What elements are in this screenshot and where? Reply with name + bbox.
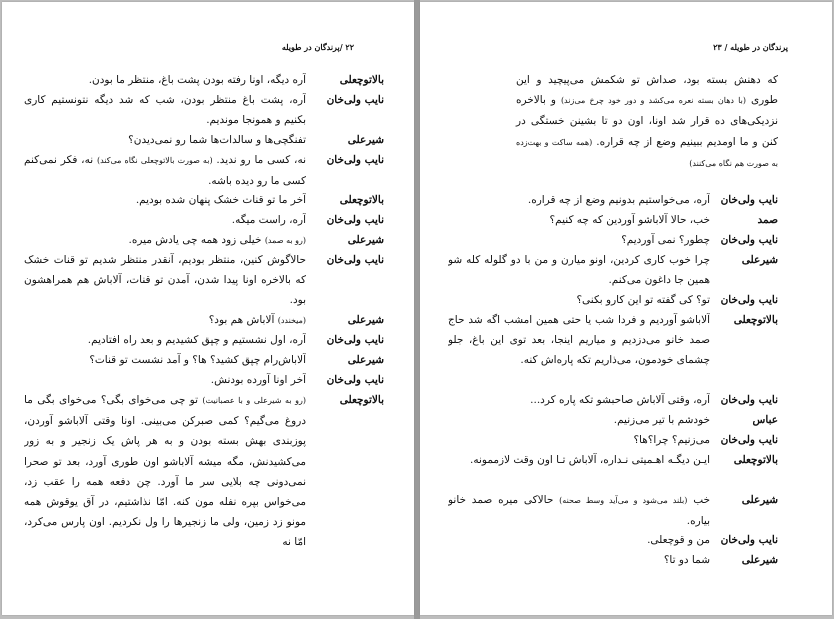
speaker-name: شیرعلی	[741, 554, 778, 566]
dialogue-line	[24, 190, 384, 210]
dialogue-line	[448, 410, 778, 430]
speech-text	[24, 230, 306, 251]
page-header: ۲۲ /پرندگان در طویله	[281, 42, 354, 52]
speaker-name: نایب ولی‌خان	[326, 94, 384, 106]
dialogue-line	[24, 130, 384, 150]
speech-text: شما دو تا؟	[663, 554, 710, 566]
speaker-name: شیرعلی	[347, 314, 384, 326]
speech-text: چطور؟ نمی آوردیم؟	[621, 234, 710, 246]
speaker-name: نایب ولی‌خان	[720, 434, 778, 446]
dialogue-line	[24, 250, 384, 311]
speaker-name: عباس	[752, 414, 778, 426]
speaker-name: بالاتوچعلی	[339, 194, 384, 206]
speaker-name: نایب ولی‌خان	[326, 374, 384, 386]
dialogue-line	[24, 390, 384, 570]
speech-text: آلاباشو آوردیم و فردا شب یا حتی همین امشب اگه شد حاج صمد خانو می‌دزدیم و میاریم اینجا، بعد توی این باغ، جلو چشمای خودمون، می‌ذاریم تکه پاره‌اش کنه.	[448, 314, 710, 367]
speaker-name: بالاتوچعلی	[733, 314, 778, 326]
speech-part: نه، کسی ما رو ندید.	[216, 154, 306, 166]
speech-part: تو چی می‌خوای بگی؟ می‌خوای بگی ما دروغ می‌گیم؟ کمی صبرکن می‌بینی. اونا وقتی آلاباشو آوردن، پوزبندی بهش بسته بودن و به هر پاش یک زنجیر و به زور می‌کشیدنش، مگه میشه آلاباشو اون طوری آورد، بعد تو صحرا نمی‌دونی چه بلایی سر ما آورد. چن دفعه همه را عقب زد، می‌خواس بپره نفله مون کنه. امّا نذاشتیم، در آق یوقوش همه مونو زد زمین، ولی ما زنجیرها را ول نکردیم. اون پارس می‌کرد، امّا نه	[24, 394, 306, 549]
speech-text: آخر اونا آورده بودنش.	[210, 374, 306, 386]
speech-text: خب، حالا آلاباشو آوردین که چه کنیم؟	[549, 214, 710, 226]
stage-direction: (به صورت بالاتوچعلی نگاه می‌کند)	[96, 156, 213, 165]
speech-text: حالاگوش کنین، منتظر بودیم، آنقدر منتظر شدیم تو قنات خشک که بالاخره اونا پیدا شدن، آمدن تو قنات، آلاباش هم همراهشون بود.	[24, 254, 306, 307]
dialogue-line	[448, 390, 778, 410]
dialogue-line	[24, 310, 384, 331]
speaker-name: نایب ولی‌خان	[720, 294, 778, 306]
stage-direction: (با دهان بسته نعره می‌کشد و دور خود چرخ می‌زند)	[560, 96, 746, 106]
speaker-name: شیرعلی	[347, 234, 384, 246]
speaker-name: شیرعلی	[347, 354, 384, 366]
speech-text: آخر ما تو قنات خشک پنهان شده بودیم.	[135, 194, 306, 206]
speech-part: خیلی زود همه چی یادش میره.	[128, 234, 262, 246]
dialogue-block	[420, 2, 832, 615]
dialogue-line	[448, 290, 778, 310]
dialogue-line	[448, 310, 778, 371]
stage-direction: (رو به صمد)	[264, 236, 306, 245]
speaker-name: نایب ولی‌خان	[326, 334, 384, 346]
dialogue-line	[448, 250, 778, 290]
speaker-name: نایب ولی‌خان	[720, 534, 778, 546]
speech-text: آره، وقتی آلاباش صاحبشو تکه پاره کرد...	[530, 394, 710, 406]
dialogue-line	[24, 230, 384, 251]
speaker-name: بالاتوچعلی	[339, 394, 384, 406]
speaker-name: نایب ولی‌خان	[326, 154, 384, 166]
speech-text: تو؟ کی گفته تو این کارو بکنی؟	[576, 294, 710, 306]
speech-text	[24, 150, 306, 191]
dialogue-line	[24, 330, 384, 350]
speaker-name: شیرعلی	[741, 254, 778, 266]
speaker-name: بالاتوچعلی	[733, 454, 778, 466]
dialogue-line	[448, 210, 778, 230]
speech-part: خب	[693, 494, 710, 506]
speech-text: آره، راست میگه.	[231, 214, 306, 226]
speaker-name: نایب ولی‌خان	[720, 234, 778, 246]
speech-text	[24, 390, 306, 570]
dialogue-block	[2, 2, 414, 615]
dialogue-line	[24, 350, 384, 370]
stage-direction: (بلند می‌شود و می‌آید وسط صحنه)	[559, 496, 688, 505]
speaker-name: نایب ولی‌خان	[720, 194, 778, 206]
speech-text: تفنگچی‌ها و سالدات‌ها شما رو نمی‌دیدن؟	[128, 134, 306, 146]
stage-direction: (میخندد)	[277, 316, 306, 325]
speech-text: ایـن دیگـه اهـمیتی نـداره، آلاباش تـا اون وقت لازممونه.	[470, 454, 710, 466]
speech-part: نه، فکر نمی‌کنم کسی ما رو دیده باشه.	[24, 154, 306, 188]
speaker-name: بالاتوچعلی	[339, 74, 384, 86]
stage-direction: (رو به شیرعلی و با عصبانیت)	[202, 396, 306, 405]
speech-text: آره، می‌خواستیم بدونیم وضع از چه قراره.	[527, 194, 710, 206]
dialogue-line	[24, 150, 384, 191]
dialogue-line	[24, 370, 384, 390]
dialogue-line	[24, 210, 384, 230]
stage-direction: (همه ساکت و بهت‌زده به صورت هم نگاه می‌کنند)	[516, 137, 778, 168]
dialogue-line	[24, 70, 384, 90]
speech-text: خودشم با تیر می‌زنیم.	[613, 414, 710, 426]
dialogue-line	[448, 530, 778, 550]
speech-text: آره دیگه، اونا رفته بودن پشت باغ، منتظر ما بودن.	[88, 74, 306, 86]
dialogue-line	[448, 190, 778, 210]
speech-text: آره، پشت باغ منتظر بودن، شب که شد دیگه نتونستیم کاری بکنیم و همونجا موندیم.	[24, 94, 306, 127]
speech-text	[24, 310, 306, 331]
page-22	[2, 2, 414, 615]
speech-text: آره، اول نشستیم و چپق کشیدیم و بعد راه افتادیم.	[87, 334, 306, 346]
speech-text: من و قوچعلی.	[647, 534, 710, 546]
dialogue-line	[448, 230, 778, 250]
speech-part: که دهنش بسته بود، صداش تو شکمش می‌پیچید و این طوری	[516, 74, 779, 107]
speech-text: آلاباش‌رام چپق کشید؟ ها؟ و آمد نشست تو قنات؟	[89, 354, 306, 366]
speaker-name: نایب ولی‌خان	[326, 254, 384, 266]
dialogue-line	[448, 430, 778, 450]
speech-part: آلاباش هم بود؟	[208, 314, 275, 326]
speaker-name: شیرعلی	[741, 494, 778, 506]
speech-text: چرا خوب کاری کردین، اونو میارن و من با دو گلوله کله شو همین جا داغون می‌کنم.	[448, 254, 710, 287]
speech-part: حالاکی میره صمد خانو بیاره.	[448, 494, 710, 528]
dialogue-line	[448, 550, 778, 570]
speaker-name: نایب ولی‌خان	[720, 394, 778, 406]
speech-text	[448, 490, 710, 531]
dialogue-line	[24, 90, 384, 130]
dialogue-line	[448, 490, 778, 531]
speaker-name: شیرعلی	[347, 134, 384, 146]
speaker-name: نایب ولی‌خان	[326, 214, 384, 226]
speaker-name: صمد	[757, 214, 778, 226]
page-23	[420, 2, 832, 615]
speech-part: و بالاخره نزدیکی‌های ده قرار شد اونا، اون دو تا بشینن خستگی در کنن و ما اومدیم ببینیم وضع از چه قراره.	[516, 94, 779, 148]
page-header: پرندگان در طویله / ۲۳	[713, 42, 788, 52]
speech-text: می‌زنیم؟ چرا؟ها؟	[633, 434, 710, 446]
dialogue-line	[448, 450, 778, 470]
